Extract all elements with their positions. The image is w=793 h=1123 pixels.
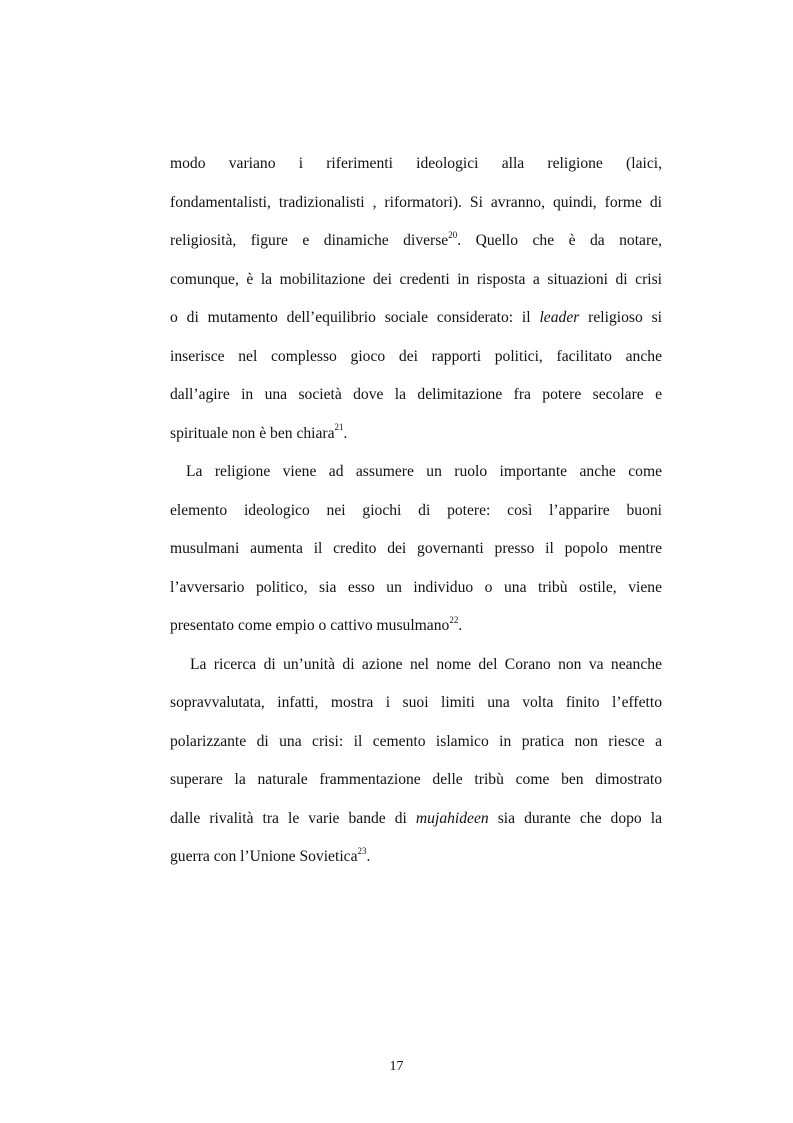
- paragraph-line: religiosità, figure e dinamiche diverse$^{20}$. Quello che è da notare,: [170, 229, 662, 249]
- paragraph-line: La ricerca di un’unità di azione nel nome del Corano non va neanche: [190, 655, 662, 673]
- footnote-ref-20[interactable]: 20: [448, 229, 458, 240]
- paragraph-3: [170, 646, 662, 877]
- paragraph-line: spirituale non è ben chiara$^{21}$.: [170, 422, 348, 442]
- paragraph-line: modo variano i riferimenti ideologici alla religione (laici,: [170, 155, 662, 172]
- paragraph-line: inserisce nel complesso gioco dei rapporti politici, facilitato anche: [170, 347, 662, 365]
- footnote-ref-22[interactable]: 22: [449, 614, 459, 625]
- paragraph-line: o di mutamento dell’equilibrio sociale considerato: il leader religioso si: [170, 309, 662, 326]
- paragraph-line: comunque, è la mobilitazione dei credenti in risposta a situazioni di crisi: [170, 270, 662, 288]
- paragraph-line: La religione viene ad assumere un ruolo importante anche come: [186, 463, 662, 480]
- italic-term-leader: leader: [539, 309, 580, 326]
- paragraph-2: [170, 453, 662, 646]
- paragraph-line: presentato come empio o cattivo musulmano$^{22}$.: [170, 614, 463, 634]
- paragraph-line: musulmani aumenta il credito dei governanti presso il popolo mentre: [170, 540, 662, 557]
- paragraph-line: sopravvalutata, infatti, mostra i suoi limiti una volta finito l’effetto: [170, 694, 662, 711]
- footnote-ref-21[interactable]: 21: [334, 422, 344, 433]
- paragraph-1: [170, 145, 662, 453]
- paragraph-line: polarizzante di una crisi: il cemento islamico in pratica non riesce a: [170, 732, 662, 750]
- paragraph-line: fondamentalisti, tradizionalisti , riformatori). Si avranno, quindi, forme di: [170, 193, 662, 211]
- paragraph-line: dalle rivalità tra le varie bande di mujahideen sia durante che dopo la: [170, 809, 663, 827]
- paragraph-line: elemento ideologico nei giochi di potere: così l’apparire buoni: [170, 501, 662, 519]
- paragraph-line: l’avversario politico, sia esso un individuo o una tribù ostile, viene: [170, 578, 662, 596]
- italic-term-mujahideen: mujahideen: [415, 809, 489, 827]
- footnote-ref-23[interactable]: 23: [357, 845, 367, 856]
- paragraph-line: dall’agire in una società dove la delimitazione fra potere secolare e: [170, 386, 662, 403]
- body-text: [170, 145, 662, 877]
- page-number: 17: [389, 1059, 404, 1074]
- paragraph-line: guerra con l’Unione Sovietica$^{23}$.: [170, 845, 371, 865]
- paragraph-line: superare la naturale frammentazione delle tribù come ben dimostrato: [170, 771, 662, 788]
